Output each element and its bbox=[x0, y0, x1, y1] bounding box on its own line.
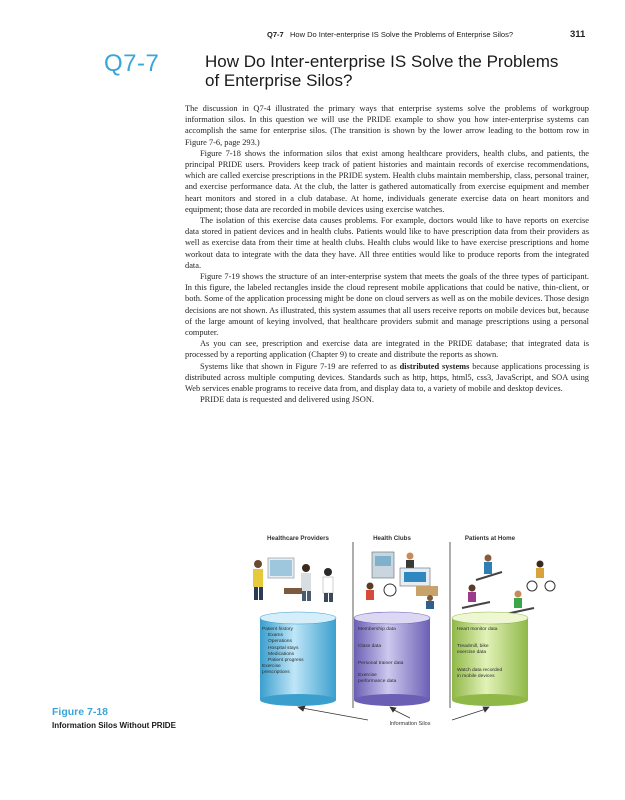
section-number: Q7-7 bbox=[104, 50, 160, 77]
silo2-item: Class data bbox=[358, 644, 382, 650]
page-number: 311 bbox=[570, 29, 586, 40]
column-patients-at-home: Patients at Home bbox=[464, 535, 516, 542]
paragraph-5: As you can see, prescription and exercise data are integrated in the PRIDE database; that integrated data is processed by a reporting application (Chapter 9) to create and distribute the reports as shown. bbox=[185, 339, 589, 360]
silo1-item: prescriptions bbox=[262, 670, 290, 676]
silo1-item: Operations bbox=[268, 639, 292, 645]
silo1-item: Exercise bbox=[262, 664, 281, 670]
running-head bbox=[0, 30, 625, 44]
column-healthcare-providers: Healthcare Providers bbox=[267, 535, 329, 542]
paragraph-2: Figure 7-18 shows the information silos that exist among healthcare providers, health clubs, and patients, the principal PRIDE users. Providers keep track of patient histories and maintain records of exercise recommendations, which are called exercise prescriptions in the PRIDE system. Health clubs maintain membership, class, personal trainer, and exercise performance data. At the club, the latter is gathered automatically from exercise equipment and member heart monitors and stored in a club database. At home, individuals generate exercise data on heart monitors and equipment; those data are recorded in mobile devices using exercise watches. bbox=[185, 148, 589, 214]
silo3-item: Treadmill, bike bbox=[457, 644, 489, 650]
section-heading-line1: How Do Inter-enterprise IS Solve the Problems bbox=[205, 52, 559, 71]
silo3-labels bbox=[457, 627, 502, 680]
silo3-item: in mobile devices bbox=[457, 673, 495, 679]
silo1-item: Exams bbox=[268, 633, 283, 639]
section-heading bbox=[205, 52, 605, 90]
paragraph-7: PRIDE data is requested and delivered using JSON. bbox=[200, 395, 374, 405]
silo3-item: exercise data bbox=[457, 650, 487, 656]
body-text bbox=[185, 103, 589, 405]
silo2-item: Membership data bbox=[358, 627, 396, 632]
silo2-labels bbox=[358, 627, 403, 685]
paragraph-6-a: Systems like that shown in Figure 7-19 are referred to as bbox=[200, 361, 400, 371]
figure-7-18 bbox=[240, 528, 580, 733]
paragraph-4: Figure 7-19 shows the structure of an inter-enterprise system that meets the goals of the three types of participant. In this figure, the labeled rectangles inside the cloud represent mobile applications that could be native, thin-client, or both. Some of the application processing might be done on cloud servers as well as on the mobile devices. Those design decisions are not shown. As illustrated, this system assumes that all users receive reports on mobile devices but, because of the large amount of keying involved, that healthcare providers submit and manage prescriptions using a personal computer. bbox=[185, 272, 589, 338]
silo1-item: Medications bbox=[268, 651, 295, 657]
section-heading-line2: of Enterprise Silos? bbox=[205, 71, 353, 90]
silo1-item: Patient history bbox=[262, 627, 293, 632]
running-head-question: Q7-7 bbox=[267, 30, 284, 39]
silo1-item: Patient progress bbox=[268, 658, 304, 664]
term-distributed-systems: distributed systems bbox=[399, 361, 470, 371]
paragraph-3: The isolation of this exercise data causes problems. For example, doctors would like to have reports on exercise data stored in patient devices and in health clubs. Patients would like to have prescription data from their providers as well as exercise data from their time at health clubs. Health clubs would like to have exercise prescriptions and home workout data to integrate with the data they have. All three entities would like to produce reports from the integrated data. bbox=[185, 216, 589, 270]
silo3-item: Watch data recorded bbox=[457, 667, 503, 673]
silo1-item: Hospital stays bbox=[268, 645, 299, 651]
information-silos-label: Information Silos bbox=[389, 721, 431, 727]
paragraph-6 bbox=[185, 361, 589, 395]
paragraph-1: The discussion in Q7-4 illustrated the primary ways that enterprise systems solve the problems of workgroup information silos. In this question we will use the PRIDE example to show you how inter-enterprise systems can accomplish the same for enterprise silos. (The transition is shown by the lower arrow leading to the bottom row in Figure 7-6, page 293.) bbox=[185, 104, 589, 147]
silo3-item: Heart monitor data bbox=[457, 627, 498, 632]
silo2-item: performance data bbox=[358, 678, 397, 684]
figure-label: Figure 7-18 bbox=[52, 706, 109, 718]
running-head-title: How Do Inter-enterprise IS Solve the Problems of Enterprise Silos? bbox=[290, 30, 514, 39]
silo2-item: Exercise bbox=[358, 672, 377, 678]
column-health-clubs: Health Clubs bbox=[373, 535, 411, 542]
home-scene-illustration bbox=[462, 555, 555, 615]
silo1-labels bbox=[262, 627, 304, 677]
silos-arrows bbox=[298, 706, 489, 720]
health-club-scene-illustration bbox=[366, 552, 438, 609]
healthcare-scene-illustration bbox=[253, 558, 333, 602]
paragraph-6-c: because applications processing is distributed across multiple computing devices. Standards such as http, https, html5, css3, JavaScript, and SOA using Web services enable programs to receive data from, and display data to, a variety of mobile and desktop devices. bbox=[185, 361, 589, 394]
silo2-item: Personal trainer data bbox=[358, 661, 404, 667]
figure-caption: Information Silos Without PRIDE bbox=[52, 721, 176, 730]
